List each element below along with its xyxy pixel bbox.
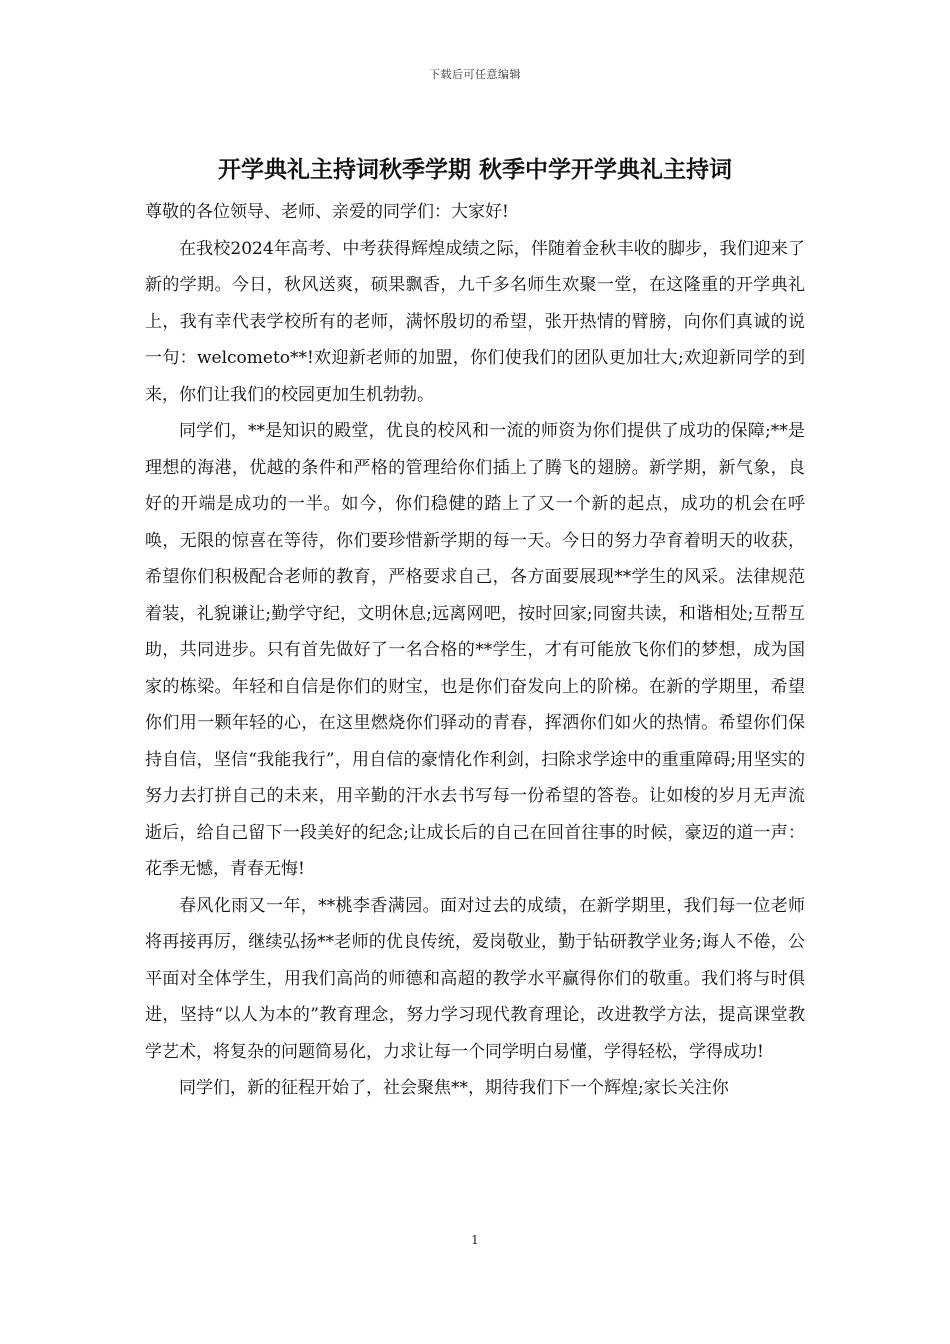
body-paragraph: 在我校2024年高考、中考获得辉煌成绩之际，伴随着金秋丰收的脚步，我们迎来了新的学期。今日，秋风送爽，硕果飘香，九千多名师生欢聚一堂，在这隆重的开学典礼上，我有幸代表学校所有的老师，满怀殷切的希望，张开热情的臂膀，向你们真诚的说一句：welcometo**!欢迎新老师的加盟，你们使我们的团队更加壮大;欢迎新同学的到来，你们让我们的校园更加生机勃勃。: [145, 238, 805, 405]
document-body: [145, 194, 805, 1107]
document-title: 开学典礼主持词秋季学期 秋季中学开学典礼主持词: [217, 156, 732, 183]
body-paragraph: 同学们，**是知识的殿堂，优良的校风和一流的师资为你们提供了成功的保障;**是理想的海港，优越的条件和严格的管理给你们插上了腾飞的翅膀。新学期，新气象，良好的开端是成功的一半。如今，你们稳健的踏上了又一个新的起点，成功的机会在呼唤，无限的惊喜在等待，你们要珍惜新学期的每一天。今日的努力孕育着明天的收获，希望你们积极配合老师的教育，严格要求自己，各方面要展现**学生的风采。法律规范着装，礼貌谦让;勤学守纪，文明休息;远离网吧，按时回家;同窗共读，和谐相处;互帮互助，共同进步。只有首先做好了一名合格的**学生，才有可能放飞你们的梦想，成为国家的栋梁。年轻和自信是你们的财宝，也是你们奋发向上的阶梯。在新的学期里，希望你们用一颗年轻的心，在这里燃烧你们驿动的青春，挥洒你们如火的热情。希望你们保持自信，坚信“我能我行”，用自信的豪情化作利剑，扫除求学途中的重重障碍;用坚实的努力去打拼自己的未来，用辛勤的汗水去书写每一份希望的答卷。让如梭的岁月无声流逝后，给自己留下一段美好的纪念;让成长后的自己在回首往事的时候，豪迈的道一声：花季无憾，青春无悔!: [145, 421, 805, 879]
header-note: 下载后可任意编辑: [429, 68, 521, 81]
body-paragraph: 同学们，新的征程开始了，社会聚焦**，期待我们下一个辉煌;家长关注你: [179, 1078, 729, 1098]
page-number: 1: [471, 1233, 479, 1247]
greeting-line: 尊敬的各位领导、老师、亲爱的同学们：大家好!: [145, 202, 509, 222]
body-paragraph: 春风化雨又一年，**桃李香满园。面对过去的成绩，在新学期里，我们每一位老师将再接再厉，继续弘扬**老师的优良传统，爱岗敬业，勤于钻研教学业务;诲人不倦，公平面对全体学生，用我们高尚的师德和高超的教学水平赢得你们的敬重。我们将与时俱进，坚持“以人为本的”教育理念，努力学习现代教育理论，改进教学方法，提高课堂教学艺术，将复杂的问题简易化，力求让每一个同学明白易懂，学得轻松，学得成功!: [145, 895, 805, 1062]
